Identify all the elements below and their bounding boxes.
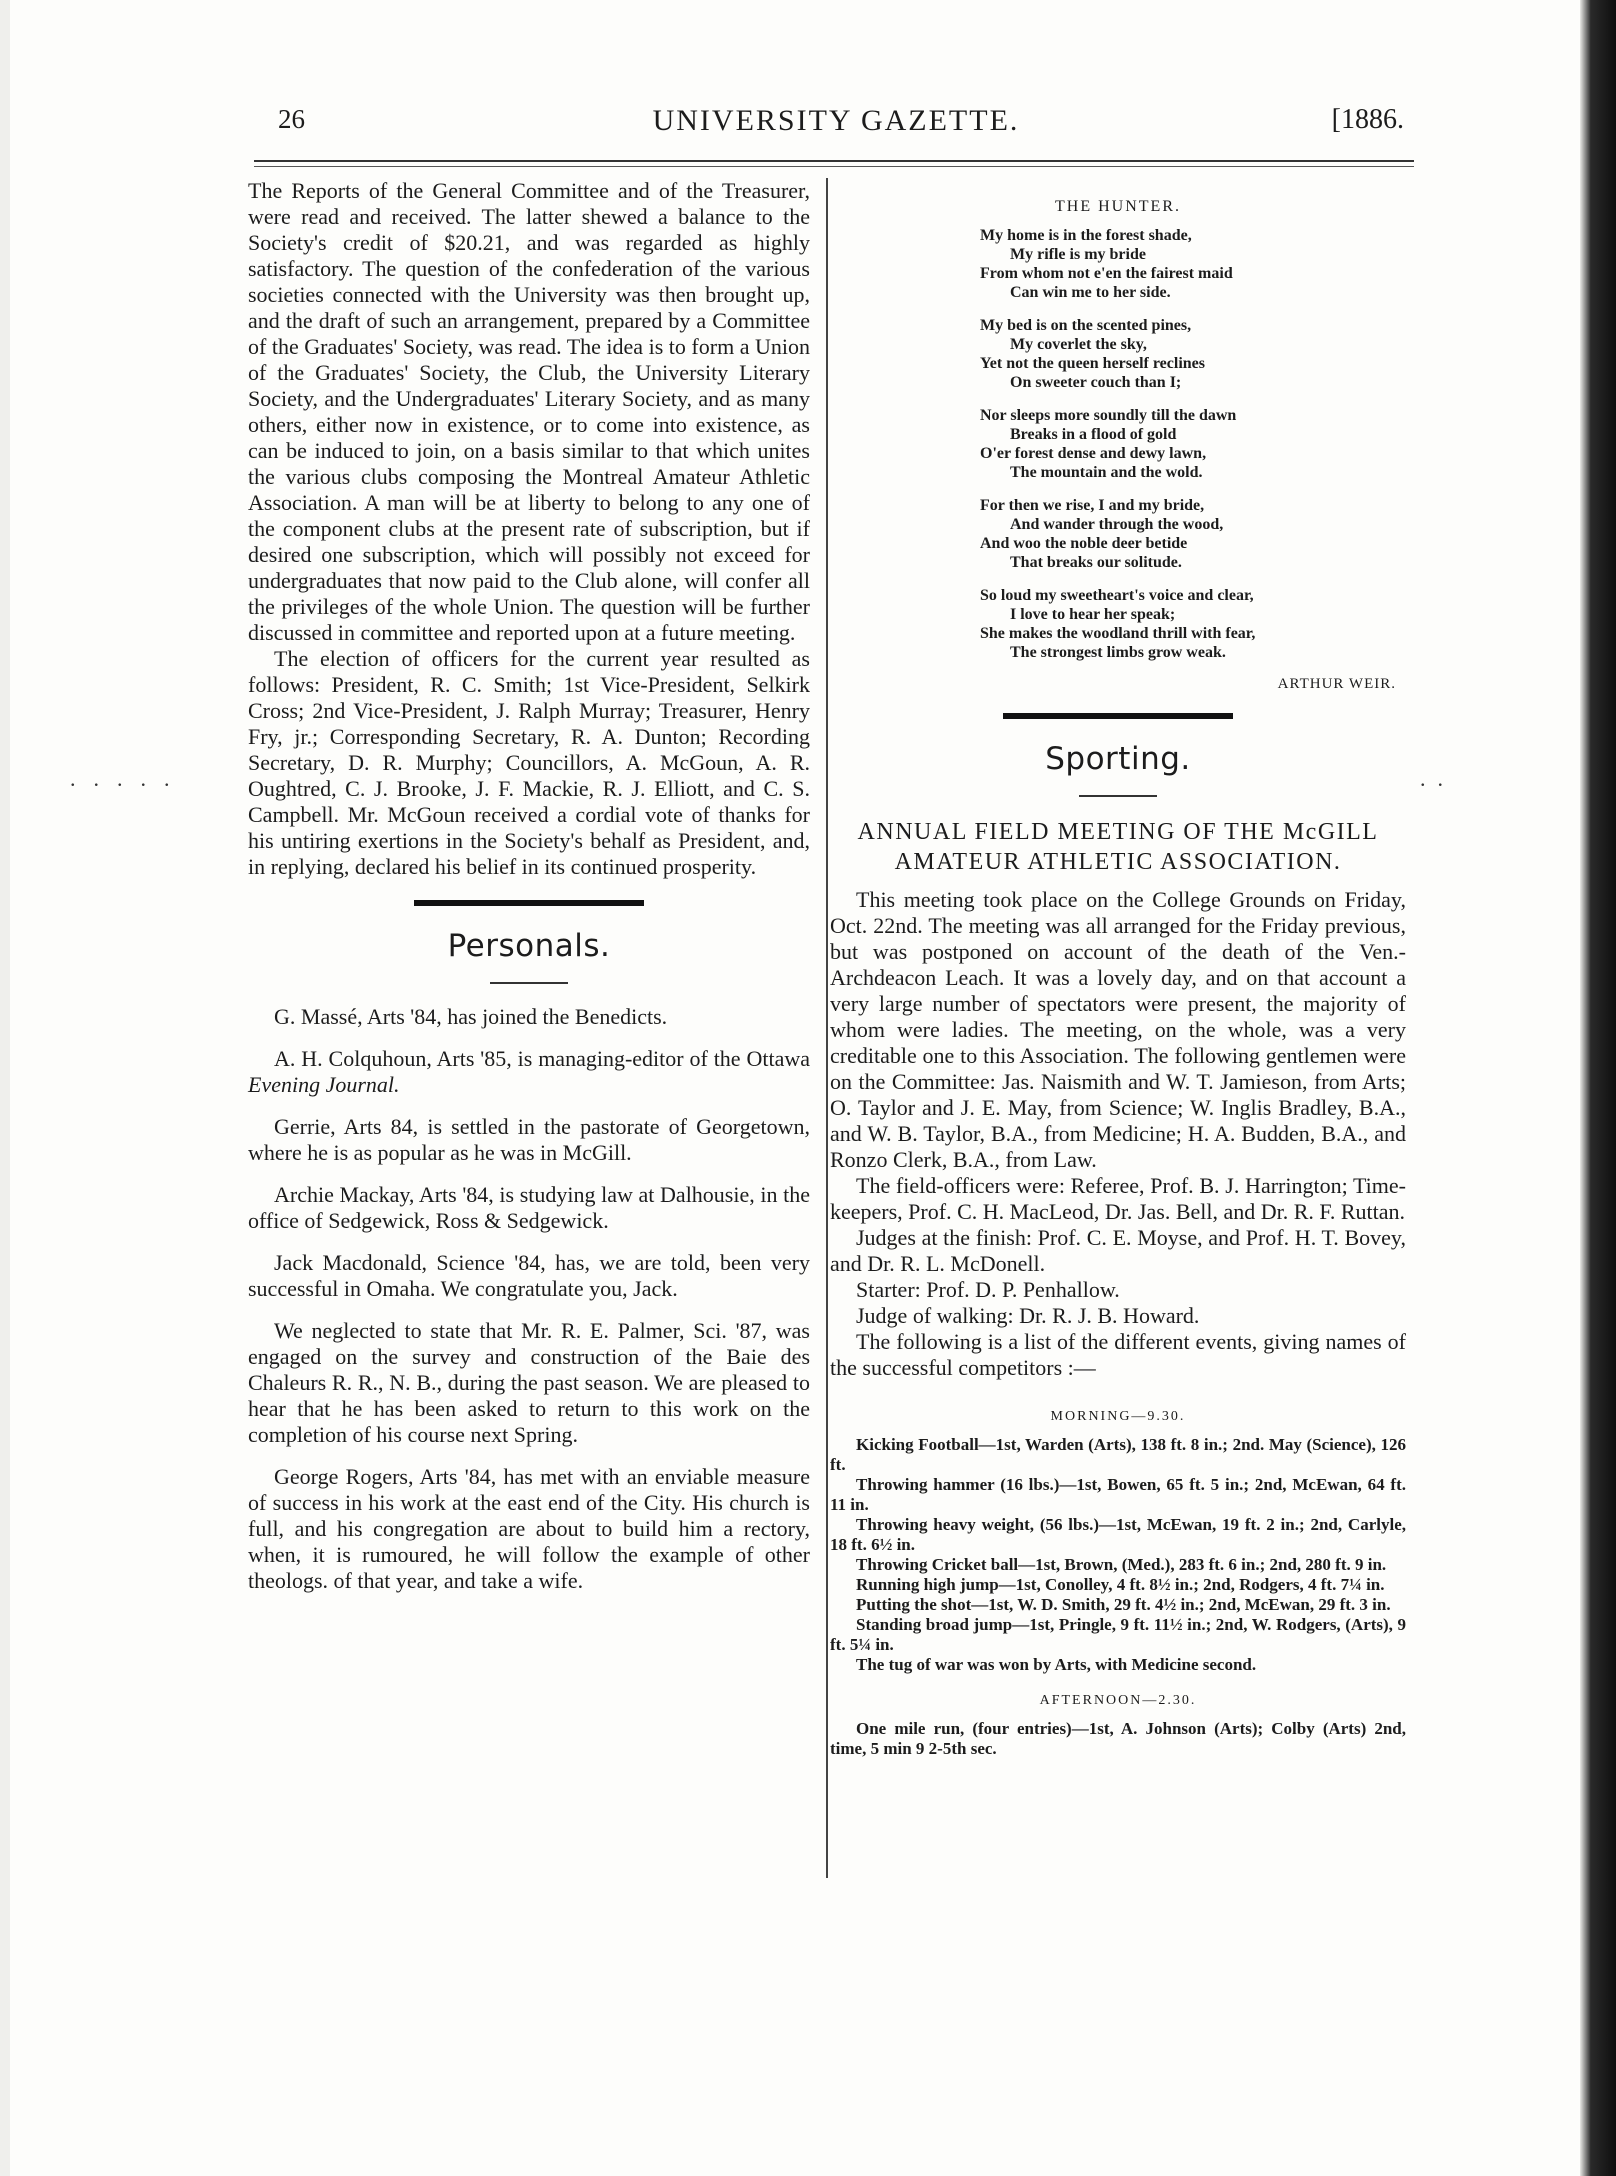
poem-title: THE HUNTER. [1055,198,1181,215]
event-result: Putting the shot—1st, W. D. Smith, 29 ft. 4½ in.; 2nd, McEwan, 29 ft. 3 in. [856,1595,1391,1614]
poem-line: And wander through the wood, [1010,516,1224,533]
personal-item: Gerrie, Arts 84, is settled in the pastorate of Georgetown, where he is as popular as he was in McGill. [248,1114,810,1165]
publication-year: [1886. [1331,104,1404,135]
poem-line: Breaks in a flood of gold [1010,426,1177,443]
margin-dots-left: ..... [70,766,188,791]
poem-line: From whom not e'en the fairest maid [980,265,1233,282]
poem-line: So loud my sweetheart's voice and clear, [980,587,1254,604]
poem-line: My home is in the forest shade, [980,227,1192,244]
poem-line: For then we rise, I and my bride, [980,497,1205,514]
event-result: Throwing Cricket ball—1st, Brown, (Med.), 283 ft. 6 in.; 2nd, 280 ft. 9 in. [856,1555,1387,1574]
event-result: Standing broad jump—1st, Pringle, 9 ft. 11½ in.; 2nd, W. Rodgers, (Arts), 9 ft. 5¼ in. [830,1615,1406,1654]
morning-session-heading: MORNING—9.30. [1050,1409,1186,1424]
poem-line: On sweeter couch than I; [1010,374,1182,391]
poem-line: She makes the woodland thrill with fear, [980,625,1256,642]
column-divider [826,178,828,1878]
society-report-paragraph: The Reports of the General Committee and of the Treasurer, were read and received. The latter shewed a balance to the Society's credit of $20.21, and was regarded as highly satisfactory. The question of the confederation of the various societies connected with the University was then brought up, and the draft of such an arrangement, prepared by a Committee of the Graduates' Society, was read. The idea is to form a Union of the Graduates' Society, the Club, the University Literary Society, and the Undergraduates' Literary Society, and as many others, either now in existence, or to come into existence, as can be induced to join, on a basis similar to that which unites the various clubs composing the Montreal Amateur Athletic Association. A man will be at liberty to belong to any one of the component clubs at the present rate of subscription, but if desired one subscription, which will possibly not exceed for undergraduates that now paid to the Club alone, will confer all the privileges of the whole Union. The question will be further discussed in committee and reported upon at a future meeting. [248,178,810,645]
event-result: Throwing heavy weight, (56 lbs.)—1st, McEwan, 19 ft. 2 in.; 2nd, Carlyle, 18 ft. 6½ in. [830,1515,1406,1554]
event-result: Kicking Football—1st, Warden (Arts), 138 ft. 8 in.; 2nd. May (Science), 126 ft. [830,1435,1406,1474]
event-result: One mile run, (four entries)—1st, A. Johnson (Arts); Colby (Arts) 2nd, time, 5 min 9 2-5th sec. [830,1719,1406,1758]
election-paragraph: The election of officers for the current year resulted as follows: President, R. C. Smith; 1st Vice-President, Selkirk Cross; 2nd Vice-President, J. Ralph Murray; Treasurer, Henry Fry, jr.; Corresponding Secretary, R. A. Dunton; Recording Secretary, D. R. Murphy; Councillors, A. McGoun, A. R. Oughtred, C. J. Brooke, J. F. Mackie, R. J. Elliott, and C. S. Campbell. Mr. McGoun received a cordial vote of thanks for his untiring exertions in the Society's behalf as President, and, in replying, declared his belief in its continued prosperity. [248,646,810,879]
header-rule [254,160,1414,162]
poem-line: My coverlet the sky, [1010,336,1147,353]
poem-line: I love to hear her speak; [1010,606,1176,623]
section-rule-short [1079,795,1157,797]
poem-line: Yet not the queen herself reclines [980,355,1205,372]
sporting-heading: Sporting. [1045,741,1191,777]
event-result: Running high jump—1st, Conolley, 4 ft. 8½ in.; 2nd, Rodgers, 4 ft. 7¼ in. [856,1575,1385,1594]
event-result: Throwing hammer (16 lbs.)—1st, Bowen, 65 ft. 5 in.; 2nd, McEwan, 64 ft. 11 in. [830,1475,1406,1514]
poem-stanza [830,496,1406,572]
poem-line: My rifle is my bride [1010,246,1146,263]
poem-line: Can win me to her side. [1010,284,1171,301]
poem-line: My bed is on the scented pines, [980,317,1192,334]
field-officers-paragraph: The field-officers were: Referee, Prof. B. J. Harrington; Time-keepers, Prof. C. H. MacLeod, Dr. Jas. Bell, and Dr. R. F. Ruttan. [830,1173,1406,1224]
left-column [248,178,810,1594]
personal-item: G. Massé, Arts '84, has joined the Benedicts. [274,1004,668,1029]
poem-author: ARTHUR WEIR. [1277,676,1396,692]
poem-stanza [830,316,1406,392]
poem-line: And woo the noble deer betide [980,535,1188,552]
meeting-title-line-1: ANNUAL FIELD MEETING OF THE McGILL [857,819,1379,845]
section-rule-short [490,982,568,984]
margin-dots-right: .. [1420,766,1455,791]
section-rule-thick [1003,713,1233,719]
page-shadow-edge [1580,0,1616,2176]
personal-item: Jack Macdonald, Science '84, has, we are told, been very successful in Omaha. We congratulate you, Jack. [248,1250,810,1301]
poem-stanza [830,406,1406,482]
walking-judge-line: Judge of walking: Dr. R. J. B. Howard. [856,1303,1200,1328]
poem-stanza [830,586,1406,662]
running-header [258,104,1414,154]
personal-item: George Rogers, Arts '84, has met with an enviable measure of success in his work at the east end of the City. His church is full, and his congregation are about to build him a rectory, when, it is rumoured, he will follow the example of other theologs. of that year, and take a wife. [248,1464,810,1593]
poem-line: O'er forest dense and dewy lawn, [980,445,1207,462]
personal-item: We neglected to state that Mr. R. E. Palmer, Sci. '87, was engaged on the survey and construction of the Baie des Chaleurs R. R., N. B., during the past season. We are pleased to hear that he has been asked to return to this work on the completion of his course next Spring. [248,1318,810,1447]
poem-stanza [830,226,1406,302]
poem-line: That breaks our solitude. [1010,554,1182,571]
right-column [830,178,1406,1759]
page-binding-edge [0,0,10,2176]
personal-item: Archie Mackay, Arts '84, is studying law at Dalhousie, in the office of Sedgewick, Ross & Sedgewick. [248,1182,810,1233]
tug-of-war-result: The tug of war was won by Arts, with Medicine second. [856,1655,1257,1674]
poem-line: The strongest limbs grow weak. [1010,644,1226,661]
poem-line: The mountain and the wold. [1010,464,1203,481]
publication-title: UNIVERSITY GAZETTE. [652,104,1020,137]
personals-heading: Personals. [447,928,611,964]
starter-line: Starter: Prof. D. P. Penhallow. [856,1277,1120,1302]
personal-item-colquhoun [248,1046,810,1098]
meeting-title-line-2: AMATEUR ATHLETIC ASSOCIATION. [894,849,1342,875]
personal-item-text: A. H. Colquhoun, Arts '85, is managing-editor of the Ottawa [274,1046,810,1071]
newspaper-name: Evening Journal. [248,1072,400,1097]
page-number: 26 [278,104,305,134]
poem-line: Nor sleeps more soundly till the dawn [980,407,1237,424]
section-rule-thick [414,900,644,906]
header-rule-thin [254,166,1414,167]
meeting-intro-paragraph: This meeting took place on the College Grounds on Friday, Oct. 22nd. The meeting was all arranged for the Friday previous, but was postponed on account of the death of the Ven.-Archdeacon Leach. It was a lovely day, and on that account a very large number of spectators were present, the majority of whom were ladies. The meeting, on the whole, was a very creditable one to this Association. The following gentlemen were on the Committee: Jas. Naismith and W. T. Jamieson, from Arts; O. Taylor and J. E. May, from Science; W. Inglis Bradley, B.A., and W. B. Taylor, B.A., from Medicine; H. A. Budden, B.A., and Ronzo Clerk, B.A., from Law. [830,887,1406,1172]
judges-paragraph: Judges at the finish: Prof. C. E. Moyse, and Prof. H. T. Bovey, and Dr. R. L. McDonell. [830,1225,1406,1276]
afternoon-session-heading: AFTERNOON—2.30. [1039,1693,1197,1708]
events-intro-paragraph: The following is a list of the different events, giving names of the successful competitors :— [830,1329,1406,1380]
